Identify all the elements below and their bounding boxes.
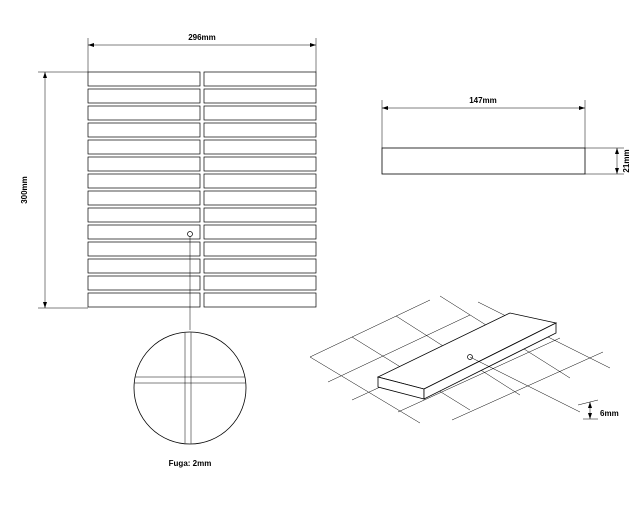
- tile: [88, 242, 200, 256]
- arrow-joint-bottom: [588, 413, 592, 419]
- joint-detail-circle: [130, 328, 250, 448]
- arrow-joint-top: [588, 402, 592, 408]
- tile: [88, 208, 200, 222]
- arrow-left-length: [382, 106, 388, 110]
- tile: [204, 89, 316, 103]
- tile: [88, 191, 200, 205]
- tile: [88, 89, 200, 103]
- tile: [204, 106, 316, 120]
- tile: [204, 242, 316, 256]
- tile: [88, 276, 200, 290]
- tile: [88, 259, 200, 273]
- arrow-bottom-thickness: [615, 168, 619, 174]
- tile: [204, 191, 316, 205]
- dimension-label-front-width: 296mm: [188, 33, 216, 42]
- tile: [88, 72, 200, 86]
- detail-caption: Fuga: 2mm: [168, 459, 212, 468]
- tile: [204, 140, 316, 154]
- tile: [204, 208, 316, 222]
- arrow-bottom-height: [43, 302, 47, 308]
- arrow-right-width: [310, 43, 316, 47]
- tile: [204, 276, 316, 290]
- tile-layout-front-view: [38, 38, 316, 330]
- tile: [88, 106, 200, 120]
- iso-leader-line: [470, 357, 580, 412]
- tile: [88, 293, 200, 307]
- dimension-label-plank-length: 147mm: [469, 96, 497, 105]
- tile: [88, 174, 200, 188]
- arrow-top-height: [43, 72, 47, 78]
- tile: [204, 293, 316, 307]
- iso-grid-line: [310, 300, 430, 357]
- tile: [204, 225, 316, 239]
- tile: [204, 174, 316, 188]
- single-plank-elevation: [382, 100, 624, 174]
- tile: [204, 123, 316, 137]
- plank-profile: [382, 148, 585, 174]
- dimension-label-joint: 6mm: [600, 409, 619, 418]
- arrow-left-width: [88, 43, 94, 47]
- tile: [204, 72, 316, 86]
- tile: [88, 225, 200, 239]
- dimension-label-plank-thickness: 21mm: [622, 149, 631, 173]
- dimension-label-front-height: 300mm: [20, 176, 29, 204]
- detail-leader-dot: [188, 232, 193, 237]
- isometric-plank-on-grid: [310, 296, 610, 423]
- arrow-top-thickness: [615, 148, 619, 154]
- detail-circle-outline: [134, 332, 246, 444]
- tile: [204, 157, 316, 171]
- arrow-right-length: [579, 106, 585, 110]
- tile: [88, 123, 200, 137]
- tile: [204, 259, 316, 273]
- ext-line-joint-top: [578, 400, 598, 405]
- tile: [88, 140, 200, 154]
- tile: [88, 157, 200, 171]
